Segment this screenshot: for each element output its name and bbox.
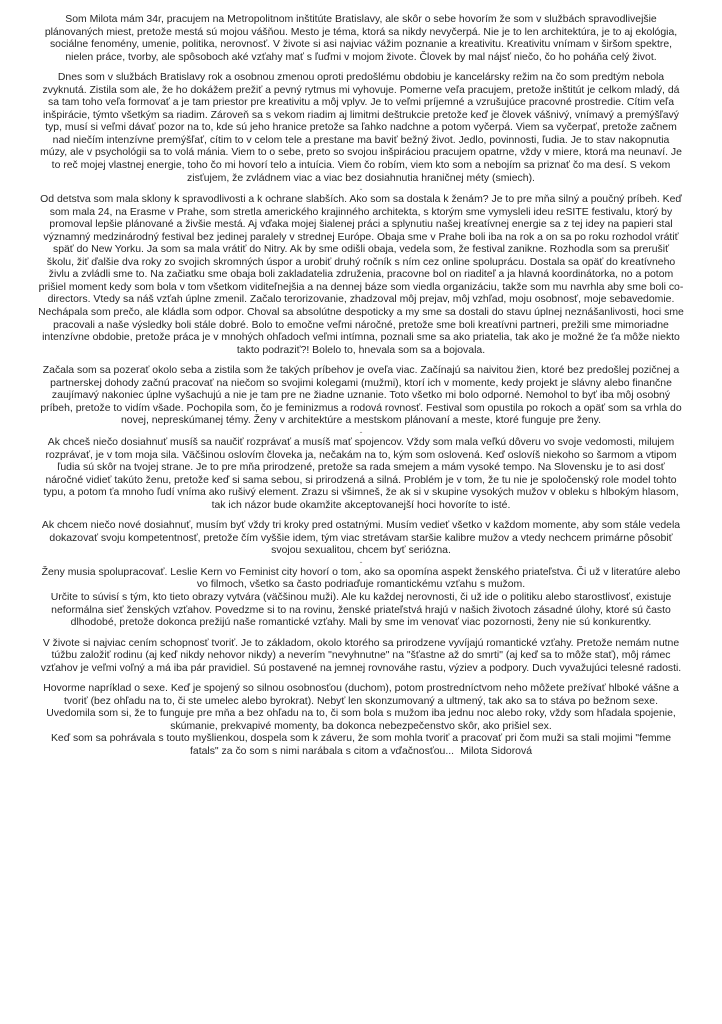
- paragraph-closing: [38, 733, 684, 758]
- closing-text: Keď som sa pohrávala s touto myšlienkou, dospela som k záveru, že som mohla tvoriť a pracovať pri čom muži sa stali mojimi "femme fatals" za čo som s nimi narábala s citom a vďačnosťou...: [50, 733, 672, 757]
- paragraph-sex: Hovorme napríklad o sexe. Keď je spojený so silnou osobnosťou (duchom), potom prostredníctvom neho môžete prežívať hlboké vášne a tvoriť (bez ohľadu na to, či ste umelec alebo byrokrat). Nebyť len skonzumovaný a ultmený, tak ako sa to stáva po bežnom sexe. Uvedomila som si, že to funguje pre mňa a bez ohľadu na to, či som bola s mužom iba jednu noc alebo roky, vždy som hľadala spojenie, skúmanie, prekvapivé momenty, ba dokonca nebezpečenstvo skôr, ako prišiel sex.: [43, 683, 679, 732]
- document-page: [38, 14, 684, 759]
- paragraph-feminism: Začala som sa pozerať okolo seba a zistila som že takých príbehov je oveľa viac. Začínajú sa naivitou žien, ktoré bez predošlej pozičnej a partnerskej dohody začnú pracovať na niečom so svojimi kolegami (mužmi), ktorí ich v momente, kedy projekt je slávny alebo finančne zaujímavý nakoniec úplne vyšachujú a nie je tam pre ne žiadne uznanie. Toto všetko mi bolo odporné. Nemohol to byť iba môj osobný príbeh, pretože to vidím všade. Pochopila som, čo je feminizmus a rodová rovnosť. Festival som opustila po rokoch a opäť som sa vrhla do novej, nepreskúmanej témy. Ženy v architektúre a mestskom plánovaní a meste, ktoré funguje pre ženy.: [40, 365, 682, 427]
- paragraph-friendship: Určite to súvisí s tým, kto tieto obrazy vytvára (väčšinou muži). Ale ku každej nerovnosti, či už ide o politiku alebo starostlivosť, existuje neformálna sieť ženských vzťahov. Povedzme si to na rovinu, ženské priateľstvá hrajú v našich životoch zásadné úlohy, ktoré sú často dlhodobé, pretože dokonca prežijú naše romantické vzťahy. Mali by sme im venovať viac pozornosti, ženy nie sú konkurentky.: [50, 591, 672, 629]
- paragraph-allies: Ak chceš niečo dosiahnuť musíš sa naučiť rozprávať a musíš mať spojencov. Vždy som mala veľkú dôveru vo svoje vedomosti, milujem rozprávať, je v tom moja sila. Väčšinou oslovím človeka ja, nečakám na to, kým som oslovená. Keď oslovíš niekoho so šarmom a vtipom ľudia sú skôr na tvojej strane. Je to pre mňa prirodzené, pretože sa rada smejem a mám vysoké tempo. Na Slovensku je to asi dosť náročné vidieť takúto ženu, pretože keď si sama sebou, si prirodzená a silná. Problém je v tom, že tu nie je spoločenský role model tohto typu, a potom ťa mnoho ľudí vníma ako rušivý element. Zrazu si všimneš, že ak si v skupine vysokých mužov v obleku s hlbokým hlasom, tak ich názor bude okamžite akceptovanejší hoci hovoríte to isté.: [43, 436, 679, 511]
- author-signature: Milota Sidorová: [460, 745, 532, 757]
- paragraph-intro: Som Milota mám 34r, pracujem na Metropolitnom inštitúte Bratislavy, ale skôr o sebe hovorím že som v službách spravodlivejšie plánovaných miest, pretože mestá sú mojou vášňou. Mesto je téma, ktorá sa nikdy nevyčerpá. Nie je to len architektúra, je to aj ekológia, sociálne fenomény, umenie, politika, nerovnosť. V živote si asi najviac vážim poznanie a kreativitu. Kreativitu vnímam v širšom spektre, nielen práce, tvorby, ale spôsoboch aké vzťahy mať s ľuďmi v mojom živote. Človek by mal nájsť niečo, čo ho poháňa celý život.: [44, 14, 678, 63]
- paragraph-women-cooperate: Ženy musia spolupracovať. Leslie Kern vo Feminist city hovorí o tom, ako sa opomína aspekt ženského priateľstva. Či už v literatúre alebo vo filmoch, všetko sa často podriaďuje romantickému vzťahu s mužom.: [41, 566, 681, 591]
- paragraph-resite-story: Od detstva som mala sklony k spravodlivosti a k ochrane slabších. Ako som sa dostala k ženám? Je to pre mňa silný a poučný príbeh. Keď som mala 24, na Erasme v Prahe, som stretla amerického krajinného architekta, s ktorým sme vymysleli ideu reSITE festivalu, ktorý by promoval lepšie plánované a živšie mestá. Aj vďaka mojej šialenej práci a splynutiu našej kreatívnej energie sa z tej idey na papieri stal významný medzinárodný festival bez jedinej paralely v strednej Európe. Obaja sme v Prahe boli iba na rok a on sa po roku rozhodol vrátiť späť do New Yorku. Ja som sa mala vrátiť do Nitry. Ak by sme odišli obaja, vedela som, že festival zanikne. Rozhodla som sa prerušiť školu, žiť ďalšie dva roky zo svojich skromných úspor a urobiť druhý ročník s ním cez online spoluprácu. Dostala sa opäť do kreatívneho živlu a zvládli sme to. Na začiatku sme obaja boli zakladatelia združenia, pracovne bol on riaditeľ a ja hlavná koordinátorka, no a potom prišiel moment kedy som bola v tom všetkom viditeľnejšia a na dennej báze som viedla organizáciu, takže som mu navrhla aby sme boli co-directors. Vtedy sa náš vzťah úplne zmenil. Začalo terorizovanie, zhadzoval môj prejav, môj vzhľad, moju osobnosť, moje sebavedomie. Nechápala som prečo, ale kládla som odpor. Choval sa absolútne despoticky a my sme sa dostali do stavu úplnej neznášanlivosti, hoci sme pracovali a naše výsledky boli stále dobré. Bolo to emočne veľmi náročné, pretože sme boli kreatívni partneri, prežili sme mimoriadne intenzívne obdobie, pretože práca je v mnohých ohľadoch veľmi intímna, poznali sme sa ako priatelia, tak ako je možné že ťa môže niekto takto podraziť?! Bolelo to, hnevala som sa a bojovala.: [38, 194, 684, 356]
- paragraph-three-steps: Ak chcem niečo nové dosiahnuť, musím byť vždy tri kroky pred ostatnými. Musím vedieť všetko v každom momente, aby som stále vedela dokazovať svoju kompetentnosť, pretože čím vyššie idem, tým viac stretávam staršie kalibre mužov a vtedy nechcem primárne pôsobiť svojou sexualitou, chcem byť seriózna.: [41, 520, 681, 557]
- section-separator: -: [359, 556, 363, 567]
- paragraph-creating: V živote si najviac cením schopnosť tvoriť. Je to základom, okolo ktorého sa prirodzene vyvíjajú romantické vzťahy. Pretože nemám nutne túžbu založiť rodinu (aj keď nikdy nehovor nikdy) a neverím "nevyhnutne" na "šťastne až do smrti" (aj keď sa to môže stať), môj rámec vzťahov je veľmi voľný a má iba pár pravidiel. Sú postavené na jemnej rovnováhe rastu, výziev a podpory. Duch vyvažujúci telesné radosti.: [40, 637, 682, 674]
- section-separator: -: [359, 426, 363, 437]
- section-separator: -: [359, 184, 363, 195]
- paragraph-bratislava-work: Dnes som v službách Bratislavy rok a osobnou zmenou oproti predošlému obdobiu je kancelársky režim na čo som predtým nebola zvyknutá. Zistila som ale, že ho dokážem prežiť a pevný rytmus mi vyhovuje. Pomerne veľa pracujem, pretože inštitút je celkom mladý, dá sa tam toho veľa formovať a je tam priestor pre kreativitu a môj vplyv. Je to veľmi príjemné a vzrušujúce pracovné prostredie. Cítim veľa inšpirácie, týmto všetkým sa riadim. Zároveň sa s vekom riadim aj limitmi deštrukcie pretože keď je človek vášnivý, vnímavý a premýšľavý typ, musí si veľmi dávať pozor na to, kde sú jeho hranice pretože sa ľahko nadchne a potom vyčerpá. Viem sa vyčerpať, pretože začnem nad niečím intenzívne premýšľať, cítim to v celom tele a prestane ma baviť bežný život. Jedlo, povinnosti, ľudia. Je to stav nakopnutia múzy, ale v psychológii sa to volá mánia. Viem to o sebe, preto so svojou inšpiráciou pracujem opatrne, vždy v miere, ktorá ma neunaví. Je to reč mojej vlastnej energie, toho čo mi hovorí telo a intuícia. Viem čo robím, viem kto som a nebojím sa priznať čo ma desí. S vekom zisťujem, že zvládnem viac a viac bez dosiahnutia hraničnej méty (smiech).: [40, 72, 682, 184]
